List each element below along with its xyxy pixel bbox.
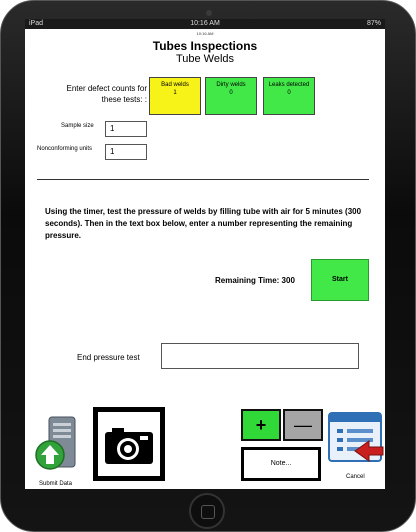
sample-size-input[interactable]: 1 (105, 121, 147, 137)
server-upload-icon[interactable] (35, 413, 85, 473)
page-title: Tubes Inspections (152, 39, 258, 53)
cancel-label: Cancel (346, 474, 365, 480)
end-pressure-label: End pressure test (77, 353, 140, 362)
bad-welds-label: Bad welds (161, 82, 189, 88)
header-time: 10:16 AM (196, 31, 214, 36)
screen (25, 19, 385, 489)
home-button[interactable] (189, 493, 225, 529)
dirty-welds-count: 0 (229, 90, 233, 96)
plus-button[interactable]: + (241, 409, 281, 441)
bad-welds-button[interactable] (149, 77, 201, 115)
page-subtitle: Tube Welds (175, 53, 235, 65)
remaining-time-value: 300 (281, 276, 295, 285)
dirty-welds-button[interactable] (205, 77, 257, 115)
submit-data-label: Submit Data (39, 481, 73, 487)
remaining-time-label: Remaining Time: (215, 276, 280, 285)
carrier-text: iPad (29, 20, 44, 27)
bad-welds-count: 1 (173, 90, 177, 96)
battery-text: 87% (366, 20, 381, 27)
start-button[interactable]: Start (311, 259, 369, 301)
defect-prompt: Enter defect counts for these tests: : (66, 84, 147, 104)
camera-button[interactable] (93, 407, 165, 481)
leaks-detected-label: Leaks detected (268, 82, 310, 88)
remaining-time (215, 276, 295, 285)
note-button[interactable]: Note... (241, 447, 321, 481)
dirty-welds-label: Dirty welds (216, 82, 246, 88)
instructions-text: Using the timer, test the pressure of welds by filling tube with air for 5 minutes (300 seconds). Then in the text box below, enter a number representing the remaining pressure. (45, 207, 362, 240)
sample-size-label: Sample size (61, 123, 94, 129)
form-cancel-icon[interactable] (327, 411, 385, 465)
minus-button[interactable]: — (283, 409, 323, 441)
divider (37, 179, 369, 180)
status-time: 10:16 AM (190, 20, 220, 27)
status-bar (25, 19, 385, 29)
front-camera (206, 10, 212, 16)
camera-icon (98, 412, 160, 476)
end-pressure-input[interactable] (161, 343, 359, 369)
nonconforming-input[interactable]: 1 (105, 144, 147, 160)
leaks-detected-button[interactable] (263, 77, 315, 115)
leaks-detected-count: 0 (287, 90, 291, 96)
nonconforming-label: Nonconforming units (37, 146, 93, 152)
